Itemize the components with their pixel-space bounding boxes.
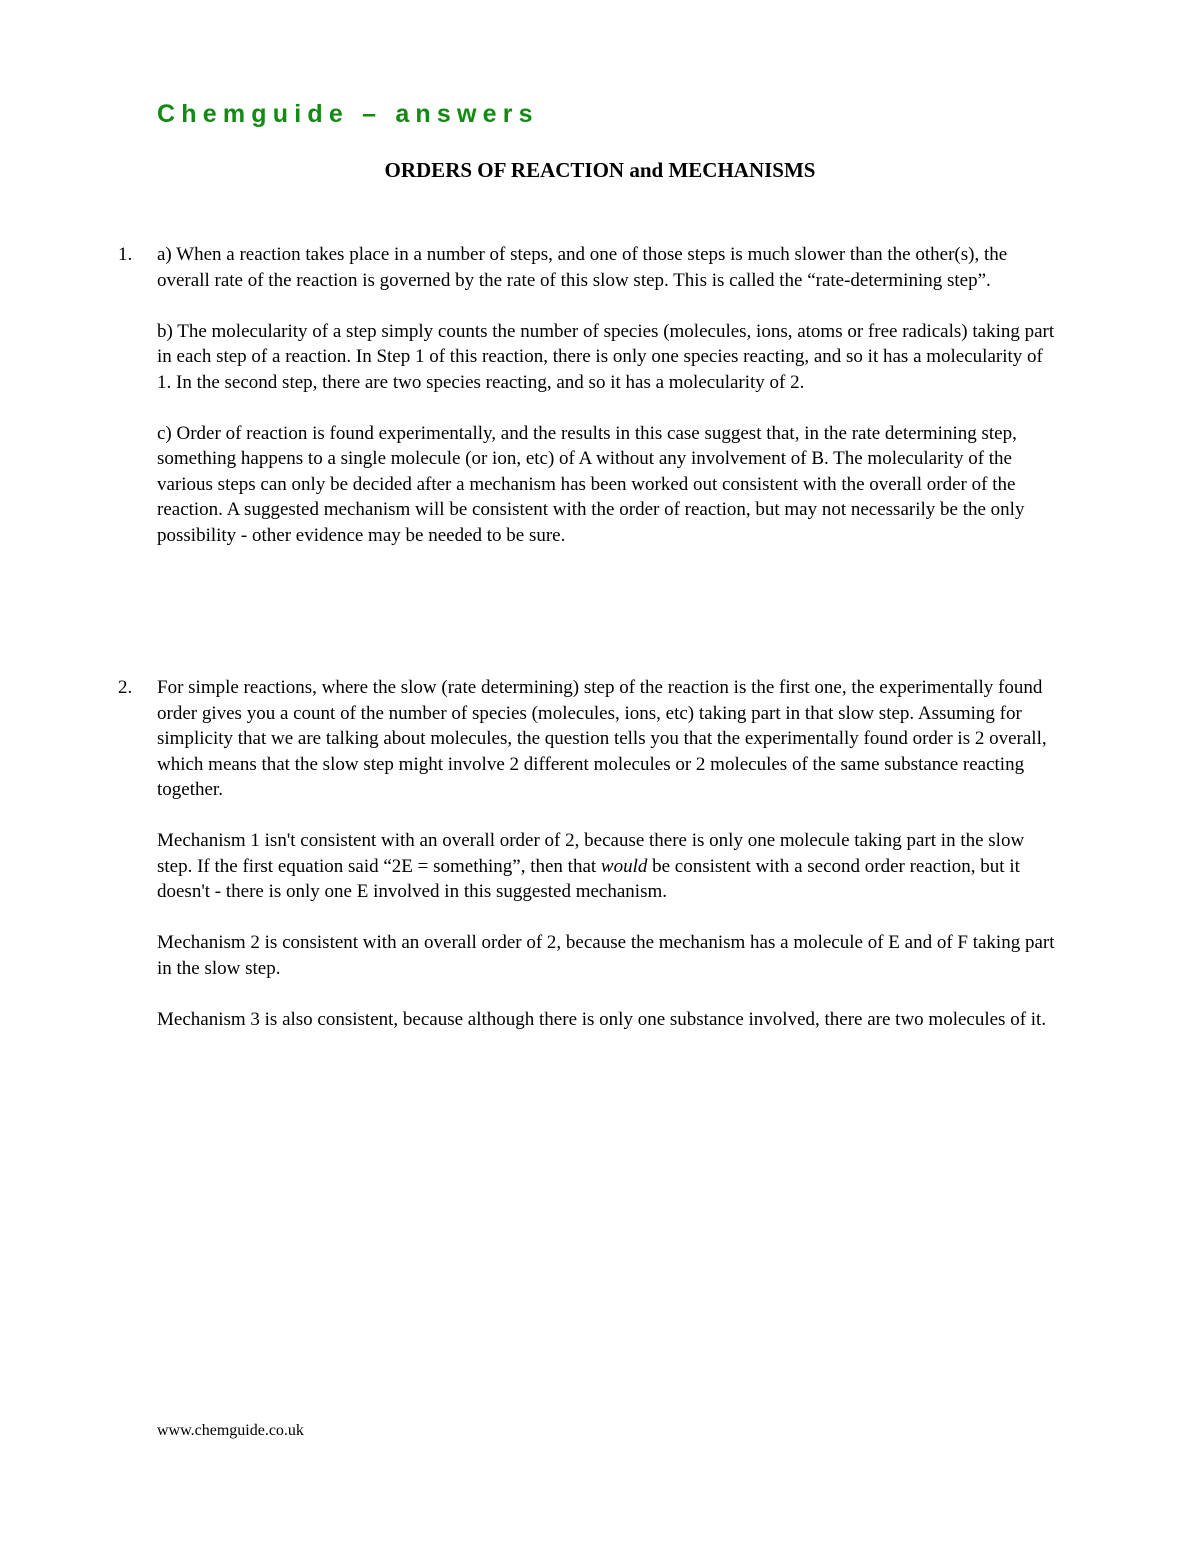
answer-number: 2. — [118, 677, 133, 698]
mechanism-1-text-end: be consistent with a second order reaction, but it doesn't - there is only one E involved in this suggested mechanism. — [157, 855, 1020, 902]
answer-1a-paragraph: a) When a reaction takes place in a number of steps, and one of those steps is much slower than the other(s), the overall rate of the reaction is governed by the rate of this slow step. This is called the “rate-determining step”. — [157, 244, 1008, 291]
answer-body — [157, 675, 1058, 1032]
page-title: ORDERS OF REACTION and MECHANISMS — [384, 158, 816, 182]
emphasis-text: would — [600, 855, 648, 877]
answer-number: 1. — [118, 244, 133, 265]
mechanism-1-paragraph — [157, 828, 1058, 905]
mechanism-2-paragraph: Mechanism 2 is consistent with an overall order of 2, because the mechanism has a molecule of E and of F taking part in the slow step. — [157, 932, 1055, 979]
answer-1c-paragraph: c) Order of reaction is found experimentally, and the results in this case suggest that, in the rate determining step, something happens to a single molecule (or ion, etc) of A without any involvement of B. The molecularity of the various steps can only be decided after a mechanism has been worked out consistent with the overall order of the reaction. A suggested mechanism will be consistent with the order of reaction, but may not necessarily be the only possibility - other evidence may be needed to be sure. — [157, 422, 1025, 546]
answer-2 — [118, 675, 1058, 1032]
footer-url: www.chemguide.co.uk — [157, 1422, 304, 1439]
brand-heading: Chemguide – answers — [157, 100, 539, 128]
answer-1 — [118, 242, 1058, 548]
answer-body — [157, 242, 1058, 548]
answer-2-intro-paragraph: For simple reactions, where the slow (rate determining) step of the reaction is the first one, the experimentally found order gives you a count of the number of species (molecules, ions, etc) taking part in that slow step. Assuming for simplicity that we are talking about molecules, the question tells you that the experimentally found order is 2 overall, which means that the slow step might involve 2 different molecules or 2 molecules of the same substance reacting together. — [157, 677, 1047, 800]
mechanism-1-text-start: Mechanism 1 isn't consistent with an overall order of 2, because there is only one molecule taking part in the slow step. If the first equation said “2E = something”, then that — [157, 830, 1025, 877]
answer-1b-paragraph: b) The molecularity of a step simply counts the number of species (molecules, ions, atoms or free radicals) taking part in each step of a reaction. In Step 1 of this reaction, there is only one species reacting, and so it has a molecularity of 1. In the second step, there are two species reacting, and so it has a molecularity of 2. — [157, 320, 1055, 393]
mechanism-3-paragraph: Mechanism 3 is also consistent, because although there is only one substance involved, there are two molecules of it. — [157, 1008, 1047, 1030]
